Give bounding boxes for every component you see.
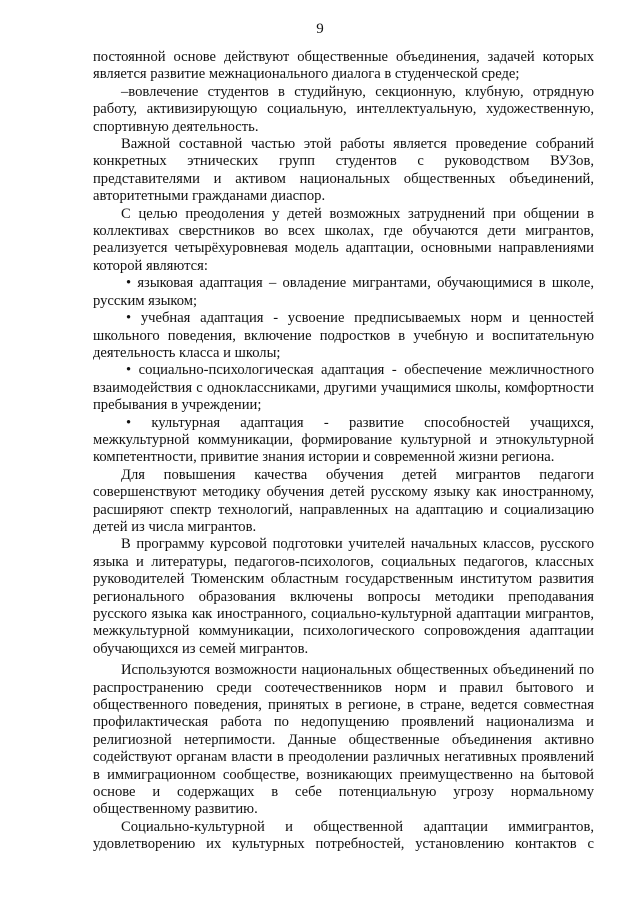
paragraph: Используются возможности национальных общественных объединений по распространению среди соотечественников норм и правил бытового и общественного поведения, принятых в регионе, в стране, ведется совместная профилактическая работа по недопущению проявлений национализма и религиозной нетерпимости. Данные общественные объединения активно содействуют органам власти в преодолении различных негативных проявлений в иммиграционном сообществе, возникающих преимущественно на бытовой основе и содержащих в себе потенциальную угрозу нормальному общественному развитию. [93,662,594,818]
list-item-bullet: • культурная адаптация - развитие способностей учащихся, межкультурной коммуникации, формирование культурной и этнокультурной компетентности, привитие знания истории и современной жизни региона. [93,414,594,466]
paragraph: В программу курсовой подготовки учителей начальных классов, русского языка и литературы, педагогов-психологов, социальных педагогов, классных руководителей Тюменским областным государственным институтом развития регионального образования включены вопросы методики преподавания русского языка как иностранного, социально-культурной адаптации мигрантов, межкультурной коммуникации, психологического сопровождения адаптации обучающихся из семей мигрантов. [93,536,594,657]
paragraph: С целью преодоления у детей возможных затруднений при общении в коллективах сверстников во всех школах, где обучаются дети мигрантов, реализуется четырёхуровневая модель адаптации, основными направлениями которой являются: [93,205,594,274]
paragraph: Для повышения качества обучения детей мигрантов педагоги совершенствуют методику обучения детей русскому языку как иностранному, расширяют спектр технологий, направленных на адаптацию и социализацию детей из числа мигрантов. [93,466,594,535]
list-item-bullet: • учебная адаптация - усвоение предписываемых норм и ценностей школьного поведения, включение подростков в учебную и воспитательную деятельность класса и школы; [93,310,594,361]
list-item-dash: –вовлечение студентов в студийную, секционную, клубную, отрядную работу, активизирующую социальную, интеллектуальную, художественную, спортивную деятельность. [93,83,594,135]
paragraph: Важной составной частью этой работы является проведение собраний конкретных этнических групп студентов с руководством ВУЗов, представителями и активом национальных общественных объединений, авторитетными гражданами диаспор. [93,136,594,205]
list-item-bullet: • языковая адаптация – овладение мигрантами, обучающимися в школе, русским языком; [93,275,594,309]
list-item-bullet: • социально-психологическая адаптация - обеспечение межличностного взаимодействия с одноклассниками, другими учащимися школы, комфортности пребывания в учреждении; [93,362,594,414]
body-text [93,49,594,854]
page-number: 9 [316,21,324,37]
paragraph-continues-next-page: Социально-культурной и общественной адаптации иммигрантов, удовлетворению их культурных потребностей, установлению контактов с [93,818,594,853]
paragraph-continuation: постоянной основе действуют общественные объединения, задачей которых является развитие межнационального диалога в студенческой среде; [93,49,594,83]
